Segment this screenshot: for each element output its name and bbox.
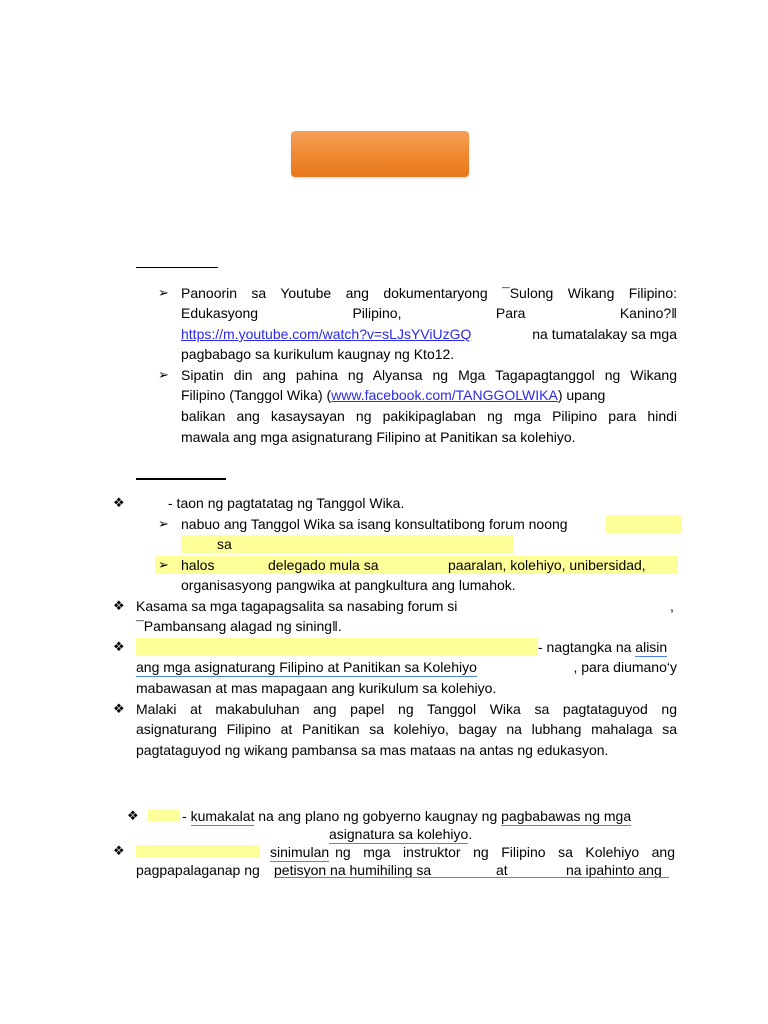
highlight-blank xyxy=(136,638,538,656)
paragraph-line: asignaturang Filipino at Panitikan sa kolehiyo, bagay na lubhang mahalaga sa xyxy=(136,721,677,737)
spellcheck-word: alisin xyxy=(635,639,668,655)
paragraph-line xyxy=(181,324,677,344)
diamond-bullet-icon: ❖ xyxy=(127,808,139,823)
paragraph-line xyxy=(329,824,472,844)
paragraph-line: balikan ang kasaysayan ng pakikipaglaban ng mga Pilipino para hindi xyxy=(181,408,677,424)
paragraph-line: Malaki at makabuluhan ang papel ng Tanggol Wika sa pagtataguyod ng xyxy=(136,701,677,717)
paragraph-line: Kasama sa mga tagapagsalita sa nasabing forum si xyxy=(136,598,458,614)
youtube-link[interactable]: https://m.youtube.com/watch?v=sLJsYViUzGQ xyxy=(181,326,472,342)
arrow-bullet-icon: ➢ xyxy=(158,557,169,572)
highlight-blank xyxy=(606,515,682,533)
arrow-bullet-icon: ➢ xyxy=(158,367,169,382)
paragraph-text: na tumatalakay sa mga xyxy=(532,326,677,342)
spellcheck-underline xyxy=(274,877,669,878)
spellcheck-word: sinimulan xyxy=(270,844,330,860)
paragraph-line: organisasyong pangwika at pangkultura ang lumahok. xyxy=(181,577,516,593)
paragraph-line: Panoorin sa Youtube ang dokumentaryong ¯Sulong Wikang Filipino: xyxy=(181,285,677,301)
paragraph-line: mabawasan at mas mapagaan ang kurikulum sa kolehiyo. xyxy=(136,680,497,696)
paragraph-line xyxy=(181,385,677,405)
arrow-bullet-icon: ➢ xyxy=(158,285,169,300)
paragraph-line: pagbabago sa kurikulum kaugnay ng Kto12. xyxy=(181,346,455,362)
section-rule-2 xyxy=(136,478,226,480)
spellcheck-phrase: pagbabawas ng mga xyxy=(501,808,632,824)
section-rule-1 xyxy=(136,267,218,268)
highlight-blank xyxy=(136,845,260,858)
highlight-blank xyxy=(148,809,180,821)
arrow-bullet-icon: ➢ xyxy=(158,516,169,531)
paragraph-line: ¯Pambansang alagad ng sining‖. xyxy=(136,618,342,634)
paragraph-line xyxy=(538,637,667,657)
section-header-box xyxy=(291,131,469,177)
spellcheck-phrase: ang mga asignaturang Filipino at Panitikan sa Kolehiyo xyxy=(136,659,477,675)
paragraph-text: ) upang xyxy=(557,387,606,403)
paragraph-line: paaralan, kolehiyo, unibersidad, xyxy=(448,557,646,573)
diamond-bullet-icon: ❖ xyxy=(113,495,125,510)
paragraph-line: nabuo ang Tanggol Wika sa isang konsultatibong forum noong xyxy=(181,516,568,532)
paragraph-line: sa xyxy=(217,536,232,552)
diamond-bullet-icon: ❖ xyxy=(113,598,125,613)
facebook-link[interactable]: www.facebook.com/TANGGOLWIKA xyxy=(331,387,558,403)
paragraph-text: , para diumano‘y xyxy=(573,659,677,675)
paragraph-line: mawala ang mga asignaturang Filipino at Panitikan sa kolehiyo. xyxy=(181,429,576,445)
paragraph-line: delegado mula sa xyxy=(268,557,379,573)
paragraph-text: . xyxy=(468,826,473,842)
paragraph-text: na ang plano ng gobyerno kaugnay ng xyxy=(258,808,498,824)
paragraph-line xyxy=(136,657,677,677)
paragraph-line: , xyxy=(670,598,674,614)
paragraph-text: Filipino (Tanggol Wika) ( xyxy=(181,387,332,403)
paragraph-line: petisyon na humihiling sa xyxy=(274,862,432,878)
paragraph-line: na ipahinto ang xyxy=(566,862,662,878)
paragraph-line xyxy=(270,842,675,862)
paragraph-line: - taon ng pagtatatag ng Tanggol Wika. xyxy=(168,495,405,511)
paragraph-text: - xyxy=(182,808,187,824)
paragraph-line: Sipatin din ang pahina ng Alyansa ng Mga Tagapagtanggol ng Wikang xyxy=(181,367,677,383)
diamond-bullet-icon: ❖ xyxy=(113,843,125,858)
paragraph-text: - nagtangka na xyxy=(538,639,632,655)
paragraph-line: halos xyxy=(181,557,215,573)
diamond-bullet-icon: ❖ xyxy=(113,701,125,716)
spellcheck-word: kumakalat xyxy=(190,808,255,824)
paragraph-line: at xyxy=(496,862,508,878)
paragraph-line: pagtataguyod ng wikang pambansa sa mas mataas na antas ng edukasyon. xyxy=(136,742,609,758)
paragraph-line: Edukasyong Pilipino, Para Kanino?‖ xyxy=(181,305,677,321)
paragraph-line: pagpapalaganap ng xyxy=(136,862,260,878)
diamond-bullet-icon: ❖ xyxy=(113,639,125,654)
paragraph-line xyxy=(182,806,631,826)
paragraph-text: ng mga instruktor ng Filipino sa Kolehiyo ang xyxy=(335,844,675,860)
spellcheck-phrase: asignatura sa kolehiyo xyxy=(329,826,469,842)
